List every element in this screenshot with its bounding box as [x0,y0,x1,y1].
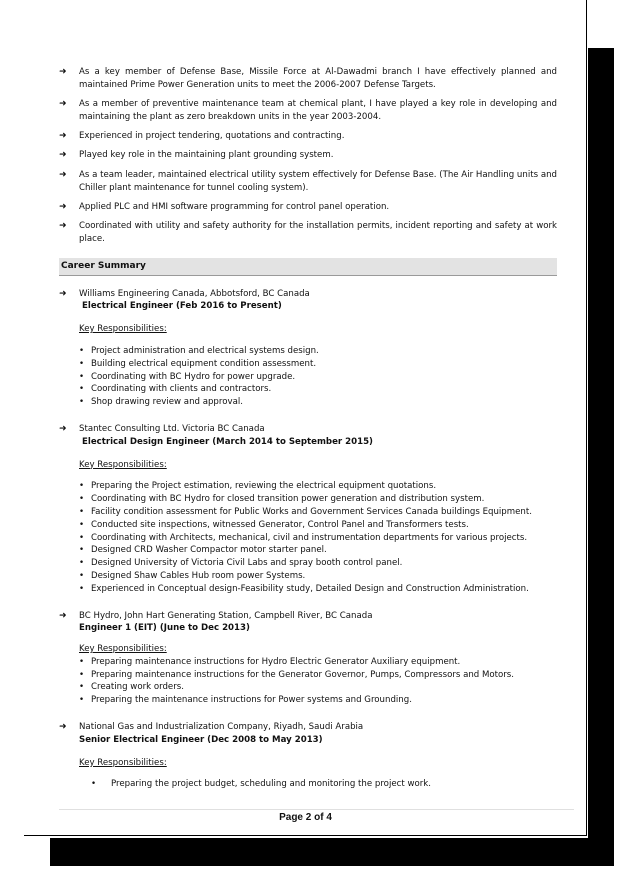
list-item-text: Preparing the Project estimation, reviewing the electrical equipment quotations. [91,481,437,492]
page-number: Page 2 of 4 [279,812,332,823]
list-item-text: Designed University of Victoria Civil Labs and spray booth control panel. [91,558,403,569]
intro-bullet-text: Applied PLC and HMI software programming for control panel operation. [79,201,390,212]
list-item-text: Designed Shaw Cables Hub room power Systems. [91,570,306,581]
bullet-dot-icon: • [79,494,85,505]
list-item-text: Coordinating with Architects, mechanical, civil and instrumentation departments for various projects. [91,532,528,543]
list-item [79,396,557,409]
list-item-text: Coordinating with BC Hydro for power upgrade. [91,371,296,382]
responsibility-list [79,480,557,595]
intro-bullet-text: Coordinated with utility and safety authority for the installation permits, incident reporting and safety at work place. [79,221,557,244]
bullet-dot-icon: • [79,532,85,543]
job-entry [59,721,557,791]
job-title: Electrical Design Engineer (March 2014 to September 2015) [82,436,373,447]
intro-bullet-text: Experienced in project tendering, quotations and contracting. [79,131,345,142]
bullet-dot-icon: • [79,481,85,492]
page-shadow-right [588,48,614,866]
footer-divider [59,809,574,810]
list-item-text: Coordinating with clients and contractors. [91,384,272,395]
bullet-dot-icon: • [79,506,85,517]
intro-bullet [59,66,557,92]
list-item-text: Designed CRD Washer Compactor motor starter panel. [91,545,327,556]
intro-bullet [59,149,557,162]
list-item [79,532,557,545]
list-item-text: Facility condition assessment for Public Works and Government Services Canada buildings Equipment. [91,506,532,517]
bullet-dot-icon: • [79,570,85,581]
list-item [79,383,557,396]
list-item-text: Preparing the maintenance instructions for Power systems and Grounding. [91,695,412,706]
list-item [79,557,557,570]
responsibility-list [79,778,557,791]
right-arrow-icon: ➜ [59,423,67,434]
intro-bullet [59,220,557,246]
list-item [79,778,557,791]
list-item [79,669,557,682]
list-item-text: Building electrical equipment condition assessment. [91,358,317,369]
job-company: Williams Engineering Canada, Abbotsford, BC Canada [79,288,310,299]
list-item [79,519,557,532]
bullet-dot-icon: • [79,682,85,693]
job-title: Senior Electrical Engineer (Dec 2008 to May 2013) [79,734,323,745]
intro-bullet [59,98,557,124]
bullet-dot-icon: • [91,779,97,790]
intro-bullet-text: As a key member of Defense Base, Missile Force at Al-Dawadmi branch I have effectively planned and maintained Prime Power Generation units to meet the 2006-2007 Defense Targets. [79,67,557,90]
list-item-text: Preparing maintenance instructions for the Generator Governor, Pumps, Compressors and Motors. [91,669,515,680]
key-responsibilities-label: Key Responsibilities: [79,459,167,470]
bullet-dot-icon: • [79,345,85,356]
list-item [79,493,557,506]
list-item [79,371,557,384]
bullet-dot-icon: • [79,583,85,594]
right-arrow-icon: ➜ [59,150,67,161]
job-entry [59,423,557,596]
right-arrow-icon: ➜ [59,221,67,232]
list-item-text: Preparing maintenance instructions for Hydro Electric Generator Auxiliary equipment. [91,656,461,667]
intro-bullet [59,201,557,214]
job-entry [59,610,557,708]
right-arrow-icon: ➜ [59,288,67,299]
right-arrow-icon: ➜ [59,131,67,142]
responsibility-list [79,656,557,707]
responsibility-list [79,345,557,409]
list-item-text: Coordinating with BC Hydro for closed transition power generation and distribution system. [91,494,485,505]
job-company: Stantec Consulting Ltd. Victoria BC Canada [79,423,265,434]
right-arrow-icon: ➜ [59,169,67,180]
bullet-dot-icon: • [79,397,85,408]
key-responsibilities-label: Key Responsibilities: [79,644,167,655]
job-title: Electrical Engineer (Feb 2016 to Present) [82,301,282,312]
document-page [24,0,587,836]
intro-bullet [59,130,557,143]
right-arrow-icon: ➜ [59,67,67,77]
bullet-dot-icon: • [79,558,85,569]
section-heading: Career Summary [59,258,557,276]
right-arrow-icon: ➜ [59,99,67,110]
list-item-text: Shop drawing review and approval. [91,397,243,408]
list-item [79,544,557,557]
job-entry [59,288,557,409]
bullet-dot-icon: • [79,384,85,395]
job-title: Engineer 1 (EIT) (June to Dec 2013) [79,623,250,634]
list-item [79,358,557,371]
page-content [59,66,557,805]
list-item [79,480,557,493]
intro-bullet-text: As a team leader, maintained electrical utility system effectively for Defense Base. (The Air Handling units and Chiller plant maintenance for tunnel cooling system). [79,169,557,193]
bullet-dot-icon: • [79,656,85,667]
list-item [79,656,557,669]
bullet-dot-icon: • [79,519,85,530]
key-responsibilities-label: Key Responsibilities: [79,324,167,335]
list-item [79,694,557,707]
bullet-dot-icon: • [79,669,85,680]
list-item-text: Creating work orders. [91,682,184,693]
job-company: BC Hydro, John Hart Generating Station, Campbell River, BC Canada [79,610,373,621]
list-item [79,583,557,596]
intro-bullet-text: Played key role in the maintaining plant grounding system. [79,150,334,161]
list-item-text: Conducted site inspections, witnessed Generator, Control Panel and Transformers tests. [91,519,469,530]
list-item [79,506,557,519]
intro-bullet-text: As a member of preventive maintenance team at chemical plant, I have played a key role in developing and maintaining the plant as zero breakdown units in the year 2003-2004. [79,99,557,122]
list-item [79,345,557,358]
job-company: National Gas and Industrialization Company, Riyadh, Saudi Arabia [79,722,364,733]
list-item-text: Experienced in Conceptual design-Feasibility study, Detailed Design and Construction Administration. [91,583,529,594]
list-item-text: Preparing the project budget, scheduling and monitoring the project work. [111,779,431,790]
intro-bullet [59,169,557,195]
bullet-dot-icon: • [79,371,85,382]
page-shadow-bottom [50,838,614,866]
bullet-dot-icon: • [79,695,85,706]
right-arrow-icon: ➜ [59,722,67,733]
list-item [79,570,557,583]
list-item [79,681,557,694]
right-arrow-icon: ➜ [59,201,67,212]
key-responsibilities-label: Key Responsibilities: [79,757,167,768]
bullet-dot-icon: • [79,545,85,556]
bullet-dot-icon: • [79,358,85,369]
right-arrow-icon: ➜ [59,610,67,621]
list-item-text: Project administration and electrical systems design. [91,345,319,356]
